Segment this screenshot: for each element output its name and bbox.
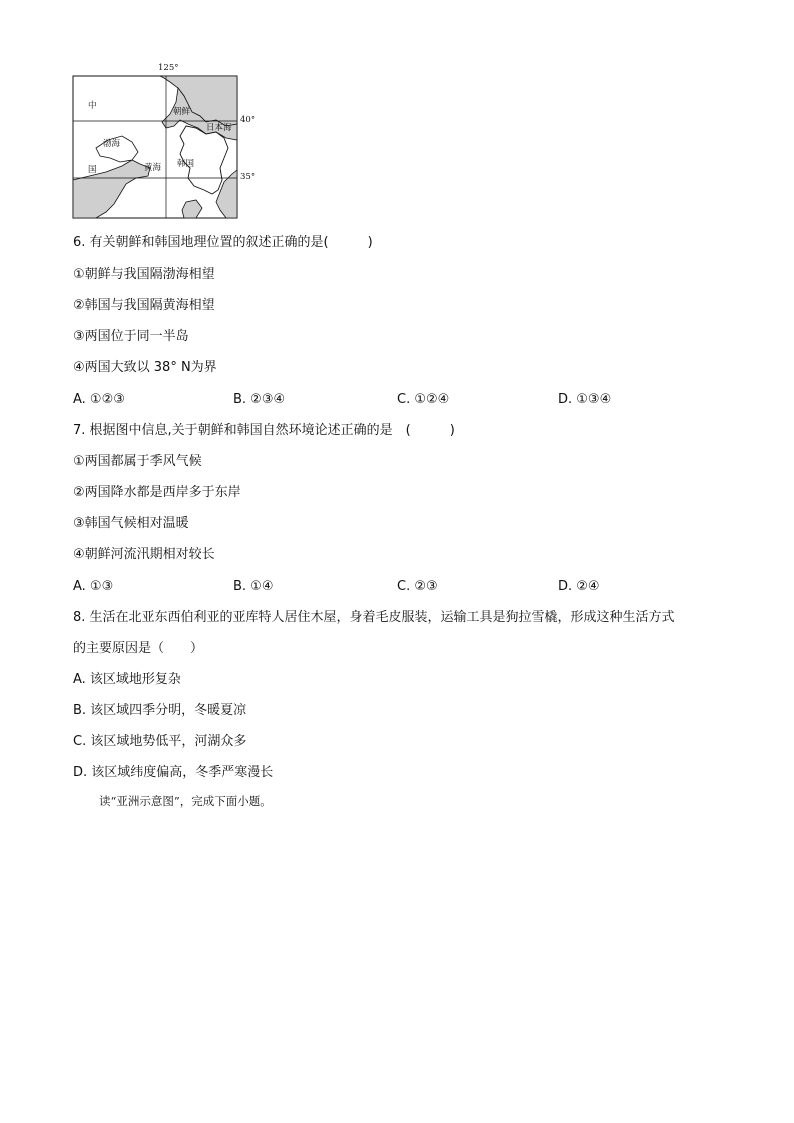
- label-40n: 40°: [240, 115, 256, 125]
- q8-stem-line-2: 的主要原因是（ ）: [73, 641, 204, 656]
- q7-option-a: A. ①③: [73, 579, 114, 594]
- label-guo: 国: [88, 165, 97, 175]
- q6-item-1: ①朝鲜与我国隔渤海相望: [73, 267, 215, 282]
- q8-option-b: B. 该区域四季分明，冬暖夏凉: [73, 703, 247, 718]
- q7-item-4: ④朝鲜河流汛期相对较长: [73, 547, 215, 562]
- korea-map-figure: [66, 62, 256, 224]
- q7-option-d: D. ②④: [558, 579, 600, 594]
- label-zhong: 中: [88, 101, 97, 111]
- map-drawing: [66, 62, 246, 224]
- q8-option-d: D. 该区域纬度偏高，冬季严寒漫长: [73, 765, 274, 780]
- q6-item-3: ③两国位于同一半岛: [73, 329, 189, 344]
- q7-option-c: C. ②③: [397, 579, 438, 594]
- q7-item-2: ②两国降水都是西岸多于东岸: [73, 485, 241, 500]
- q7-item-3: ③韩国气候相对温暖: [73, 516, 189, 531]
- label-125e: 125°: [158, 63, 179, 73]
- instruction-note: 读“亚洲示意图”，完成下面小题。: [99, 794, 272, 808]
- label-35n: 35°: [240, 172, 256, 182]
- q6-option-c: C. ①②④: [397, 392, 450, 407]
- q6-option-a: A. ①②③: [73, 392, 125, 407]
- q7-stem: 7. 根据图中信息,关于朝鲜和韩国自然环境论述正确的是 ( ): [73, 423, 455, 438]
- q6-stem: 6. 有关朝鲜和韩国地理位置的叙述正确的是( ): [73, 235, 373, 250]
- q8-option-c: C. 该区域地势低平，河湖众多: [73, 734, 247, 749]
- label-ribenhai: 日本海: [206, 123, 232, 133]
- label-huanghai: 黄海: [144, 163, 162, 173]
- label-chaoxian: 朝鲜: [173, 107, 191, 117]
- label-hanguo: 韩国: [177, 159, 195, 169]
- q7-item-1: ①两国都属于季风气候: [73, 454, 202, 469]
- q8-stem-line-1: 8. 生活在北亚东西伯利亚的亚库特人居住木屋，身着毛皮服装，运输工具是狗拉雪橇，形成这种生活方式: [73, 610, 675, 625]
- q6-item-4: ④两国大致以 38° N为界: [73, 360, 217, 375]
- q6-option-b: B. ②③④: [233, 392, 286, 407]
- q8-option-a: A. 该区域地形复杂: [73, 672, 181, 687]
- q6-option-d: D. ①③④: [558, 392, 612, 407]
- q6-item-2: ②韩国与我国隔黄海相望: [73, 298, 215, 313]
- q7-option-b: B. ①④: [233, 579, 274, 594]
- label-bohai: 渤海: [103, 139, 121, 149]
